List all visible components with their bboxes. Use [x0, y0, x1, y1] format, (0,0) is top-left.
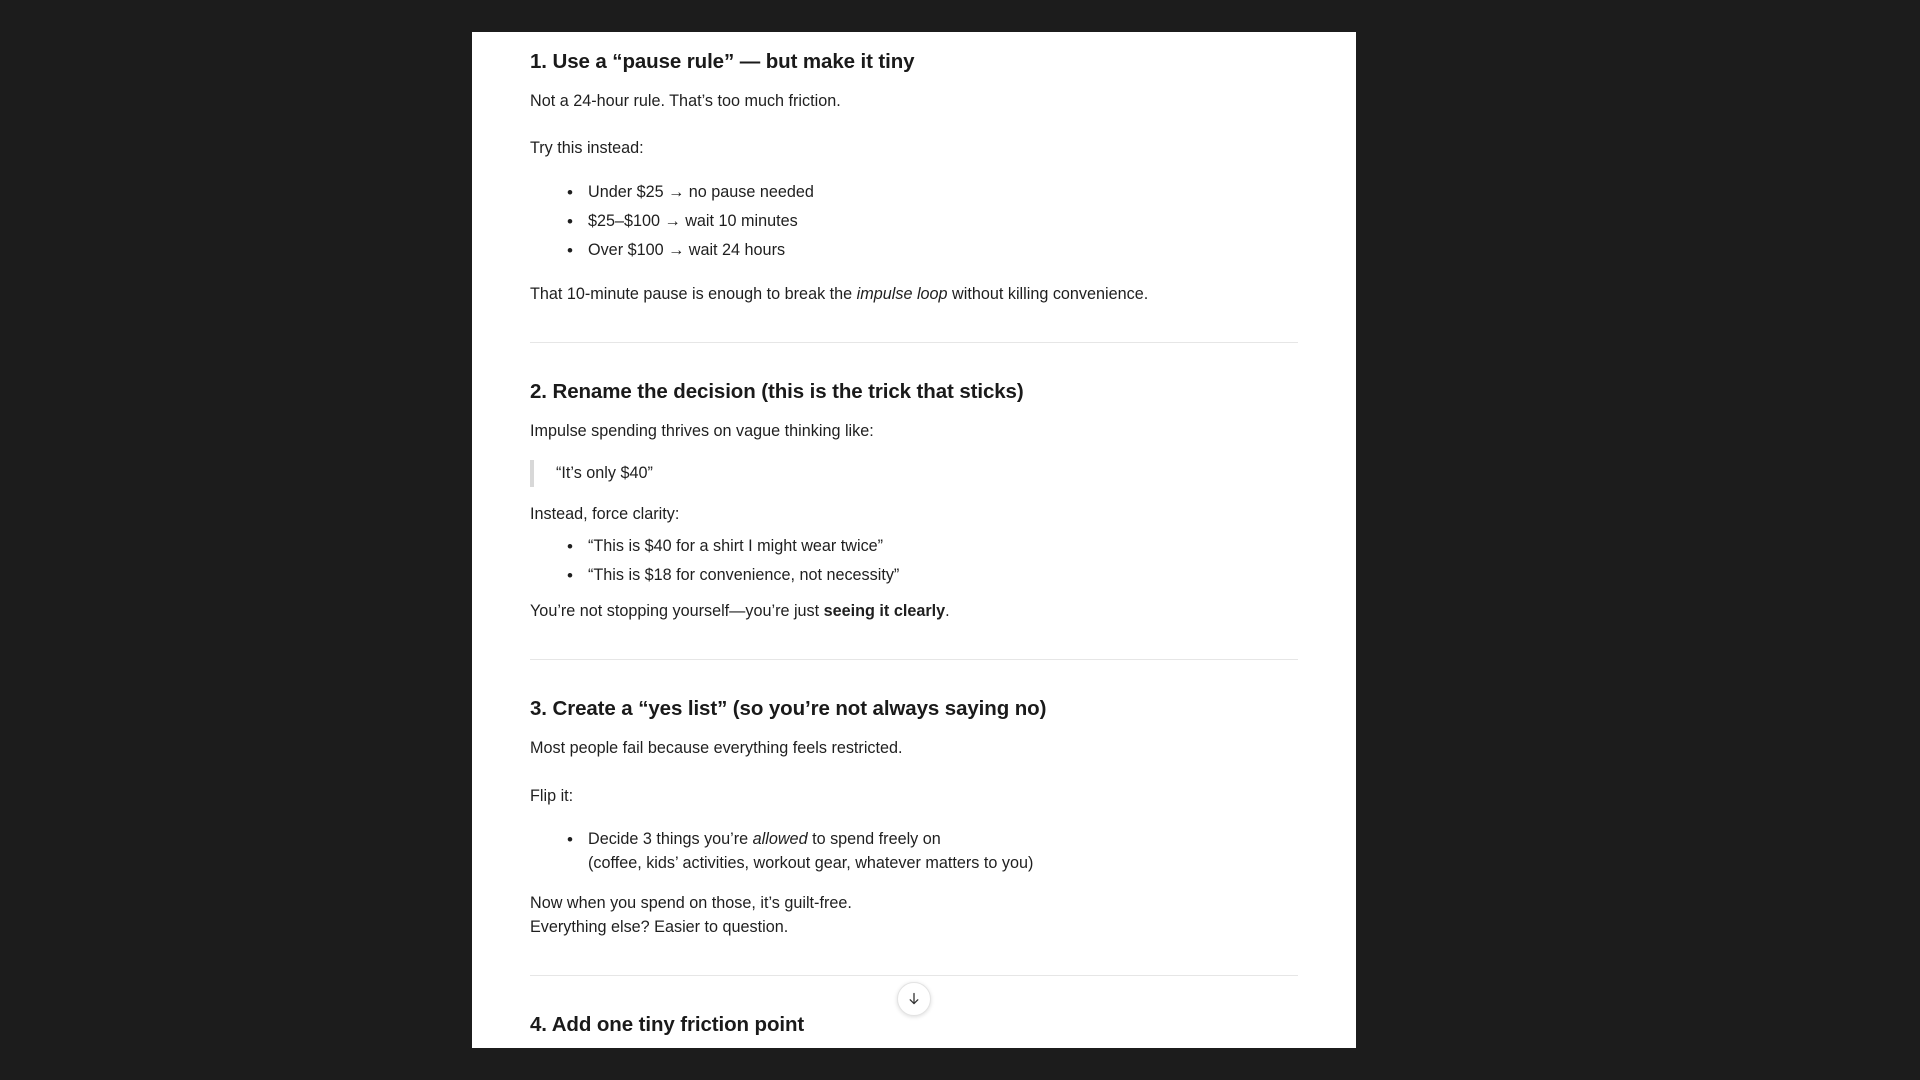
document-content — [472, 50, 1356, 1048]
section-2-closing-pre: You’re not stopping yourself—you’re just — [530, 601, 824, 620]
section-1-paragraph-2: Try this instead: — [530, 139, 644, 158]
section-2-closing-post: . — [945, 601, 950, 620]
section-1-closing-post: without killing convenience. — [947, 284, 1149, 303]
section-1-closing-emphasis: impulse loop — [856, 284, 948, 303]
section-3-heading: 3. Create a “yes list” (so you’re not always saying no) — [530, 697, 1047, 721]
section-3-bullet-post: to spend freely on — [807, 830, 941, 849]
section-3-bullet-emphasis: allowed — [752, 830, 808, 849]
section-1-bullet-list — [530, 181, 1298, 263]
arrow-down-icon — [906, 991, 922, 1007]
section-1 — [530, 50, 1298, 306]
section-1-heading: 1. Use a “pause rule” — but make it tiny — [530, 50, 915, 73]
list-item: • Under $25 → no pause needed — [588, 181, 1298, 205]
section-2 — [530, 380, 1298, 623]
section-2-paragraph-1: Impulse spending thrives on vague thinking like: — [530, 422, 874, 441]
section-2-closing-strong: seeing it clearly — [823, 601, 946, 620]
scroll-down-button[interactable] — [897, 982, 931, 1016]
list-item: • “This is $18 for convenience, not necessity” — [588, 564, 1298, 588]
list-item: • “This is $40 for a shirt I might wear twice” — [588, 535, 1298, 559]
section-3-closing-line-1: Now when you spend on those, it’s guilt-free. — [530, 894, 852, 913]
section-1-closing — [530, 283, 1298, 306]
section-3-closing-line-2: Everything else? Easier to question. — [530, 917, 789, 936]
section-3-paragraph-1: Most people fail because everything feels restricted. — [530, 739, 903, 758]
section-3-bullet-list — [530, 828, 1298, 876]
section-1-paragraph-1: Not a 24-hour rule. That’s too much friction. — [530, 92, 841, 110]
section-3-bullet-subline: (coffee, kids’ activities, workout gear, whatever matters to you) — [588, 854, 1034, 873]
section-1-closing-pre: That 10-minute pause is enough to break the — [530, 284, 857, 303]
list-item — [588, 828, 1298, 876]
section-3 — [530, 697, 1298, 939]
section-4 — [530, 1013, 1298, 1037]
section-3-paragraph-2: Flip it: — [530, 786, 574, 805]
section-2-heading: 2. Rename the decision (this is the trick that sticks) — [530, 380, 1024, 404]
list-item: • Over $100 → wait 24 hours — [588, 239, 1298, 263]
section-2-paragraph-2: Instead, force clarity: — [530, 505, 680, 524]
section-2-blockquote: “It’s only $40” — [530, 460, 1298, 487]
section-3-bullet-pre: Decide 3 things you’re — [588, 830, 753, 849]
list-item: • $25–$100 → wait 10 minutes — [588, 210, 1298, 234]
section-2-bullet-list — [530, 535, 1298, 588]
section-2-closing — [530, 600, 1298, 623]
document-panel — [472, 32, 1356, 1048]
section-4-heading: 4. Add one tiny friction point — [530, 1013, 805, 1037]
